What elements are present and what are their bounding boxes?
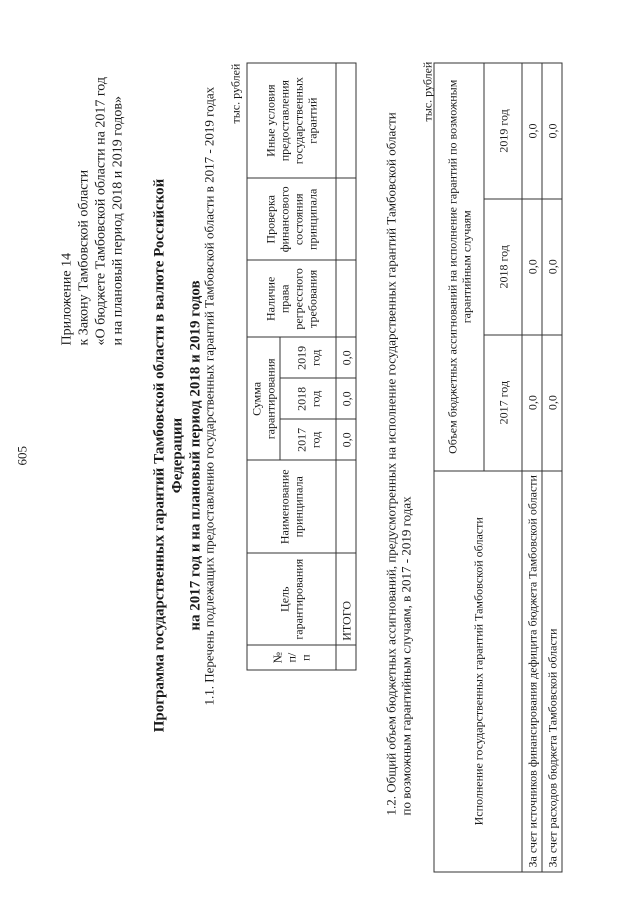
section2-heading-line: 1.2. Общий объем бюджетных ассигнований, предусмотренных на исполнение государственных гарантий Тамбовской области: [383, 111, 398, 815]
appendix-line: Приложение 14: [59, 252, 74, 345]
appendix-header: [58, 77, 126, 345]
appendix-line: и на плановый период 2018 и 2019 годов»: [110, 95, 125, 345]
cell-2019: 0,0: [522, 63, 542, 199]
cell-principal: [336, 460, 356, 553]
header-year-2018: 2018 год: [484, 198, 522, 334]
section1-unit: тыс. рублей: [228, 63, 242, 123]
cell-2017: 0,0: [542, 334, 562, 470]
row-label: За счет источников финансирования дефицита бюджета Тамбовской области: [522, 470, 542, 871]
cell-2019: 0,0: [542, 63, 562, 199]
header-year-2017: 2017 год: [280, 419, 336, 460]
header-year-2019: 2019 год: [484, 63, 522, 199]
execution-table: [433, 62, 562, 872]
section2-heading: [383, 112, 413, 815]
table-row: [542, 63, 562, 872]
header-check: Проверка финансового состояния принципала: [247, 178, 336, 260]
title-line: Программа государственных гарантий Тамбовской области в валюте Российской Федерации: [151, 178, 185, 732]
guarantees-table: [246, 62, 356, 670]
appendix-line: «О бюджете Тамбовской области на 2017 год: [93, 76, 108, 345]
cell-2018: 0,0: [522, 198, 542, 334]
header-year-2017: 2017 год: [484, 334, 522, 470]
header-other: Иные условия предоставления государственных гарантий: [247, 63, 336, 178]
page-number: 605: [14, 445, 29, 465]
header-volume: Объем бюджетных ассигнований на исполнение гарантий по возможным гарантийным случаям: [434, 63, 484, 471]
cell-check: [336, 178, 356, 260]
appendix-line: к Закону Тамбовской области: [76, 169, 91, 345]
cell-2019: 0,0: [336, 337, 356, 378]
cell-2017: 0,0: [336, 419, 356, 460]
header-year-2018: 2018 год: [280, 378, 336, 419]
header-purpose: Цель гарантирования: [247, 553, 336, 645]
cell-2018: 0,0: [336, 378, 356, 419]
title-line: на 2017 год и на плановый период 2018 и 2019 годов: [187, 279, 203, 631]
header-num: № п/п: [247, 645, 336, 670]
section1-heading: 1.1. Перечень подлежащих предоставлению государственных гарантий Тамбовской области в 2017 - 2019 годах: [201, 86, 216, 705]
header-execution: Исполнение государственных гарантий Тамбовской области: [434, 470, 522, 871]
cell-2018: 0,0: [542, 198, 562, 334]
table-row: [522, 63, 542, 872]
header-regress: Наличие права регрессного требования: [247, 260, 336, 337]
row-label: За счет расходов бюджета Тамбовской области: [542, 470, 562, 871]
header-principal: Наименование принципала: [247, 460, 336, 553]
cell-total-label: ИТОГО: [336, 553, 356, 645]
cell-num: [336, 645, 356, 670]
document-title: [150, 165, 204, 745]
cell-2017: 0,0: [522, 334, 542, 470]
table-row: [336, 63, 356, 670]
cell-other: [336, 63, 356, 178]
header-sum: Сумма гарантирования: [247, 337, 280, 460]
section2-heading-line: по возможным гарантийным случаям, в 2017 - 2019 годах: [398, 495, 413, 815]
cell-regress: [336, 260, 356, 337]
header-year-2019: 2019 год: [280, 337, 336, 378]
section2-unit: тыс. рублей: [420, 61, 434, 121]
